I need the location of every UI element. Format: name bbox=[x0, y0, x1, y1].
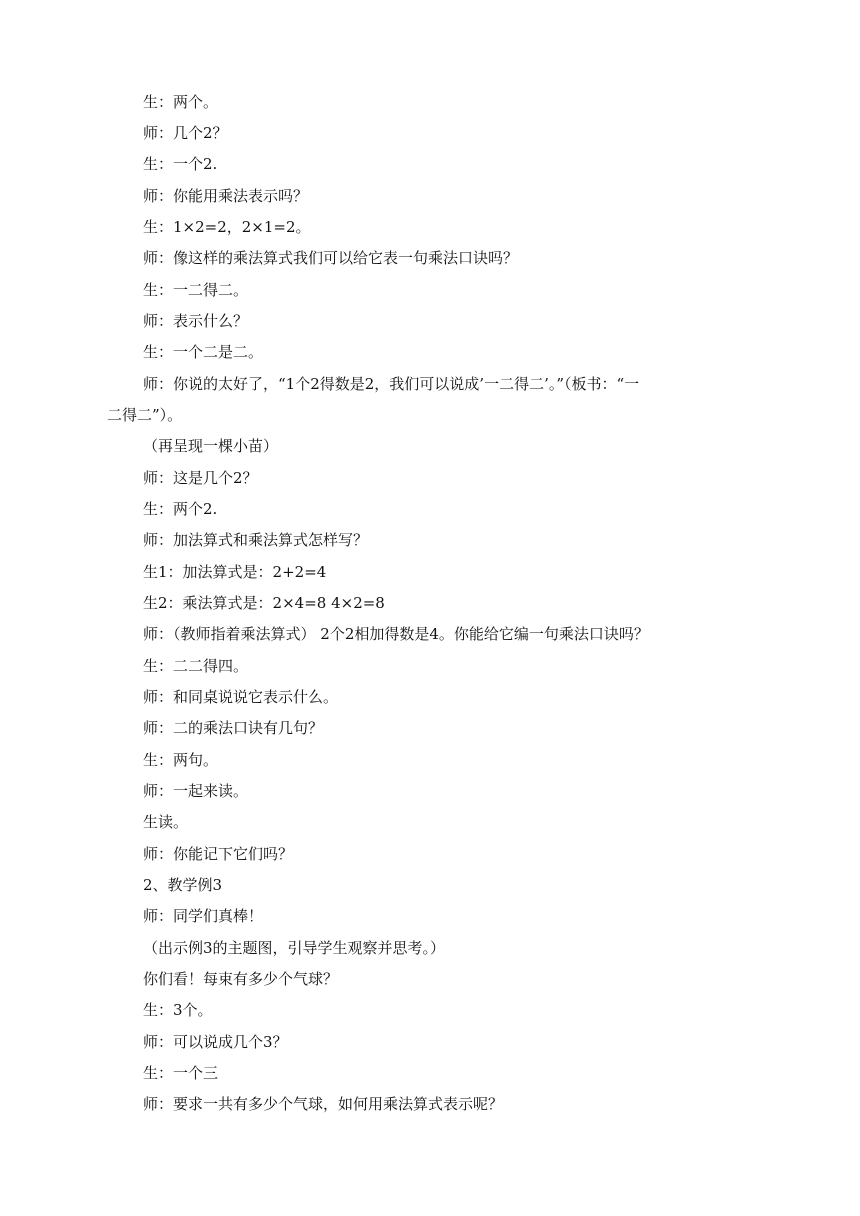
text-line: 生：1×2=2，2×1=2。 bbox=[143, 218, 311, 236]
text-line: 师：可以说成几个3？ bbox=[143, 1033, 288, 1051]
text-line: 生：一个三 bbox=[143, 1064, 219, 1082]
text-line: 你们看！每束有多少个气球？ bbox=[143, 970, 339, 988]
text-line: 师：加法算式和乘法算式怎样写？ bbox=[143, 531, 369, 549]
text-line: 师：几个2？ bbox=[143, 124, 228, 142]
text-line: （出示例3的主题图，引导学生观察并思考。） bbox=[143, 939, 446, 957]
text-line: 生：二二得四。 bbox=[143, 657, 249, 675]
text-line: 师：像这样的乘法算式我们可以给它表一句乘法口诀吗？ bbox=[143, 249, 519, 267]
text-line: 生读。 bbox=[143, 813, 189, 831]
text-line: 生1：加法算式是：2+2=4 bbox=[143, 563, 327, 581]
text-line: 生：一个二是二。 bbox=[143, 343, 264, 361]
text-line: 师：你说的太好了，“1个2得数是2，我们可以说成’一二得二’。”（板书：“一 bbox=[143, 375, 640, 393]
text-line: 2、教学例3 bbox=[143, 876, 223, 894]
text-line: 师：这是几个2？ bbox=[143, 469, 258, 487]
text-line: 师：和同桌说说它表示什么。 bbox=[143, 688, 339, 706]
text-line: 生：一个2. bbox=[143, 155, 218, 173]
text-line: 师：表示什么？ bbox=[143, 312, 249, 330]
text-line: 生：3个。 bbox=[143, 1001, 213, 1019]
text-line: 师：二的乘法口诀有几句？ bbox=[143, 719, 324, 737]
text-line: （再呈现一棵小苗） bbox=[143, 437, 279, 455]
text-line: 师：你能用乘法表示吗？ bbox=[143, 187, 309, 205]
text-line: 师：（教师指着乘法算式） 2个2相加得数是4。你能给它编一句乘法口诀吗？ bbox=[143, 625, 649, 643]
text-line: 生：两个2. bbox=[143, 500, 218, 518]
text-line: 生：两个。 bbox=[143, 93, 219, 111]
text-line: 师：一起来读。 bbox=[143, 782, 249, 800]
text-line: 师：你能记下它们吗？ bbox=[143, 845, 294, 863]
text-line: 师：同学们真棒！ bbox=[143, 907, 264, 925]
text-line: 生：两句。 bbox=[143, 751, 219, 769]
text-line: 师：要求一共有多少个气球，如何用乘法算式表示呢？ bbox=[143, 1095, 504, 1113]
text-line: 生2：乘法算式是：2×4=8 4×2=8 bbox=[143, 594, 385, 612]
text-line: 二得二”）。 bbox=[107, 406, 183, 424]
text-line: 生：一二得二。 bbox=[143, 281, 249, 299]
